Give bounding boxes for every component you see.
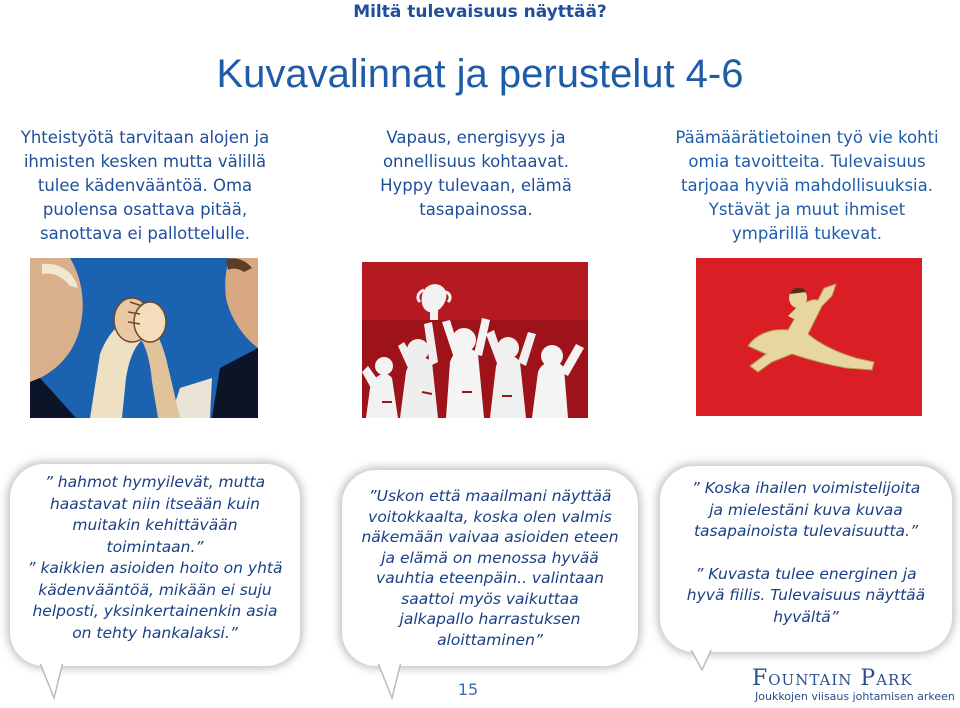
page-number: 15 xyxy=(457,680,479,699)
column-1-description xyxy=(0,126,290,246)
quote-line: tasapainoista tulevaisuutta.” xyxy=(693,522,919,540)
text-line: Vapaus, energisyys ja xyxy=(386,128,566,147)
celebrating-team-image xyxy=(362,262,588,418)
slide-subtitle: Miltä tulevaisuus näyttää? xyxy=(353,2,607,22)
fountain-park-logo: Fountain Park xyxy=(752,666,913,691)
quote-line: kädenvääntöä, mikään ei suju xyxy=(38,580,272,599)
quote-bubble-3 xyxy=(660,466,952,652)
quote-line: ” Koska ihailen voimistelijoita xyxy=(691,479,921,497)
text-line: sanottava ei pallottelulle. xyxy=(40,224,250,243)
quote-line xyxy=(670,543,942,564)
quote-line: ” kaikkien asioiden hoito on yhtä xyxy=(27,559,283,577)
quote-line: voitokkaalta, koska olen valmis xyxy=(368,507,612,526)
text-line: ihmisten kesken mutta välillä xyxy=(23,152,267,171)
quote-line: hyvä fiilis. Tulevaisuus näyttää xyxy=(686,586,926,604)
text-line: tarjoaa hyviä mahdollisuuksia. xyxy=(680,176,933,195)
quote-line: ” Kuvasta tulee energinen ja xyxy=(695,564,917,583)
quote-bubble-1 xyxy=(10,464,300,666)
quote-line: saattoi myös vaikuttaa xyxy=(401,589,579,608)
text-line: tasapainossa. xyxy=(419,200,533,219)
text-line: tulee kädenvääntöä. Oma xyxy=(37,176,253,195)
text-line: Päämäärätietoinen työ vie kohti xyxy=(675,128,939,147)
text-line: puolensa osattava pitää, xyxy=(42,200,248,219)
quote-line: aloittaminen” xyxy=(437,630,543,649)
quote-line: muitakin kehittävään xyxy=(72,516,238,534)
text-line: Hyppy tulevaan, elämä xyxy=(380,176,572,195)
text-line: Yhteistyötä tarvitaan alojen ja xyxy=(20,128,270,147)
text-line: Ystävät ja muut ihmiset xyxy=(708,200,906,219)
gymnast-leap-image xyxy=(696,258,922,416)
quote-line: ”Uskon että maailmani näyttää xyxy=(368,487,612,505)
quote-line: haastavat niin itseään kuin xyxy=(49,494,260,513)
quote-line: ja elämä on menossa hyvää xyxy=(381,548,599,567)
slide-title: Kuvavalinnat ja perustelut 4-6 xyxy=(216,52,744,96)
quote-line: vauhtia eteenpäin.. valintaan xyxy=(376,569,604,587)
speech-bubble-tail xyxy=(372,658,412,702)
column-2-description xyxy=(336,126,616,222)
text-line: onnellisuus kohtaavat. xyxy=(382,152,570,171)
quote-line: helposti, yksinkertainenkin asia xyxy=(32,602,278,620)
quote-line: ” hahmot hymyilevät, mutta xyxy=(44,473,266,491)
quote-line: ja mielestäni kuva kuvaa xyxy=(709,500,903,519)
column-3-description xyxy=(640,126,960,246)
quote-line: näkemään vaivaa asioiden eteen xyxy=(361,528,619,546)
speech-bubble-tail xyxy=(34,658,74,702)
quote-line: jalkapallo harrastuksen xyxy=(399,610,581,628)
logo-tagline: Joukkojen viisaus johtamisen arkeen xyxy=(755,690,955,703)
quote-line: hyvältä” xyxy=(773,607,839,626)
text-line: omia tavoitteita. Tulevaisuus xyxy=(688,152,926,171)
quote-bubble-2 xyxy=(342,470,638,666)
text-line: ympärillä tukevat. xyxy=(732,224,882,243)
quote-line: on tehty hankalaksi.” xyxy=(72,623,238,642)
arm-wrestling-image xyxy=(30,258,258,418)
quote-line: toimintaan.” xyxy=(106,537,204,556)
speech-bubble-tail xyxy=(684,644,724,674)
